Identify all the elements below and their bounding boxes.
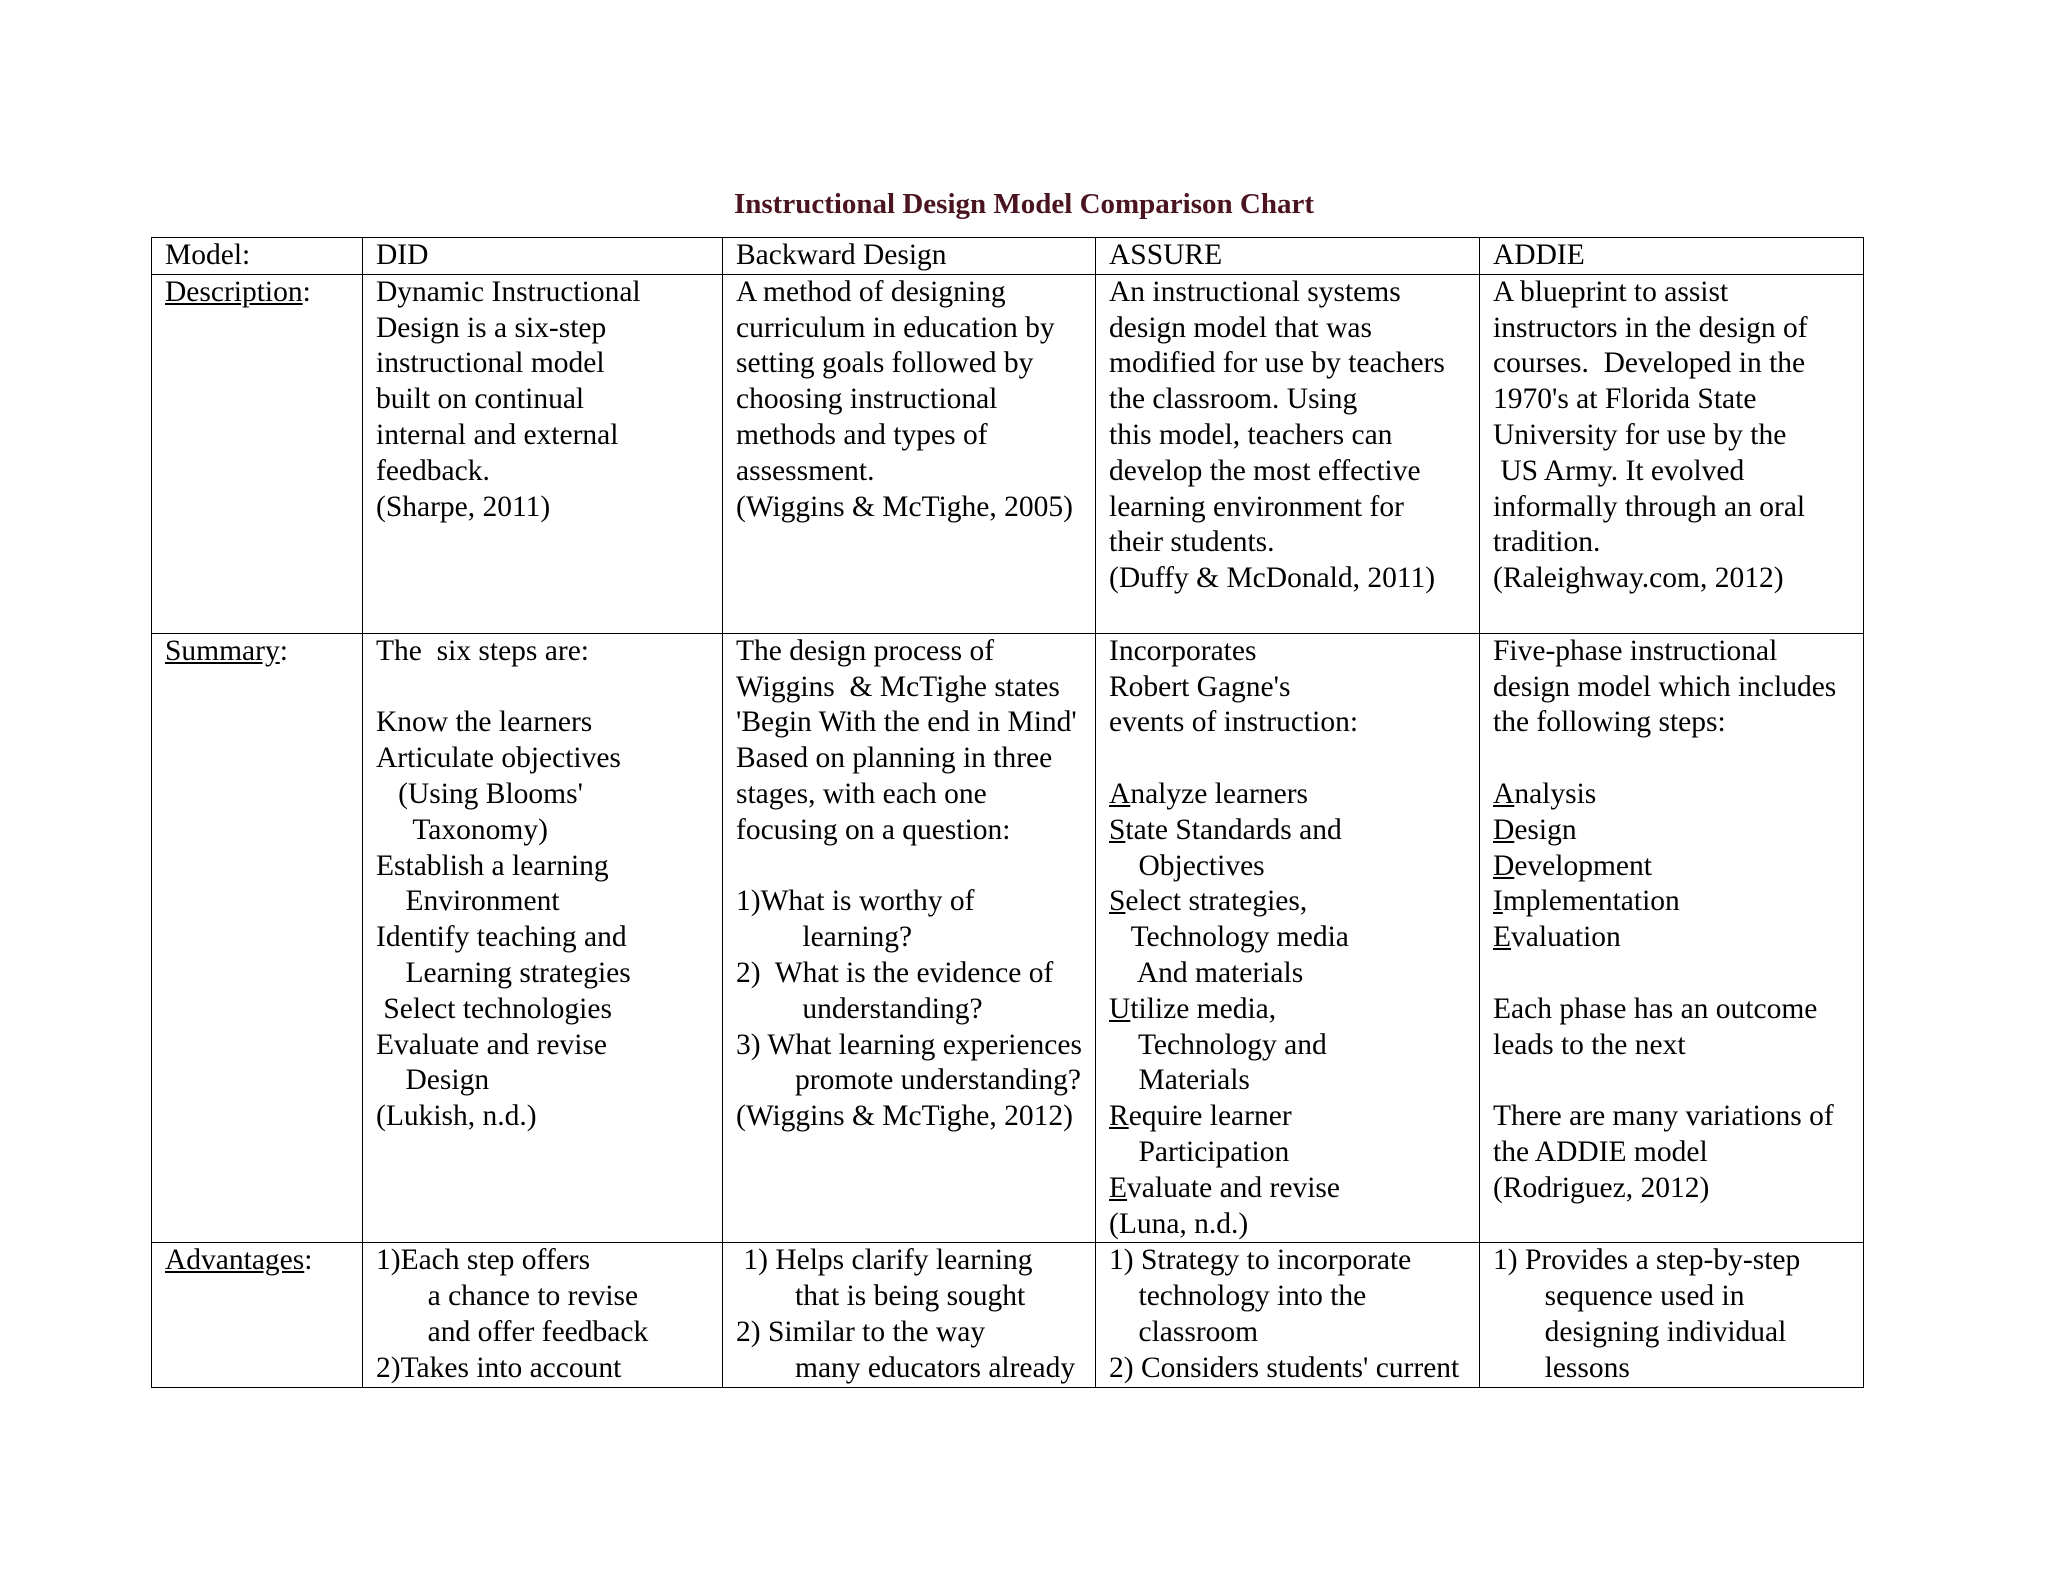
- acronym-letter: D: [1493, 849, 1515, 882]
- cell-line: Robert Gagne's: [1109, 670, 1291, 703]
- cell-line: [736, 849, 1095, 885]
- advantages-label-cell: [152, 1243, 363, 1387]
- cell-line: [376, 670, 722, 706]
- cell-line: classroom: [1109, 1315, 1259, 1348]
- cell-line: designing individual: [1493, 1315, 1787, 1348]
- cell-line: A method of designing: [736, 275, 1006, 308]
- advantages-row-label: Advantages:: [165, 1244, 313, 1277]
- cell-line: instructors in the design of: [1493, 311, 1808, 344]
- cell-line: An instructional systems: [1109, 275, 1401, 308]
- cell-line: Evaluation: [1493, 921, 1621, 954]
- description-label-cell: [152, 274, 363, 633]
- cell-line: methods and types of: [736, 418, 988, 451]
- advantages-row: [152, 1243, 1864, 1387]
- cell-line: (Using Blooms': [376, 777, 583, 810]
- cell-line: technology into the: [1109, 1280, 1367, 1313]
- cell-line: US Army. It evolved: [1493, 454, 1745, 487]
- cell-line: 1) Strategy to incorporate: [1109, 1244, 1412, 1277]
- cell-line: the following steps:: [1493, 706, 1726, 739]
- cell-line: tradition.: [1493, 526, 1601, 559]
- cell-line: design model which includes: [1493, 670, 1837, 703]
- cell-line: 1)Each step offers: [376, 1244, 591, 1277]
- model-name-backward-design: Backward Design: [736, 239, 947, 271]
- cell-line: develop the most effective: [1109, 454, 1421, 487]
- cell-line: [1493, 741, 1863, 777]
- advantages-cell-addie: [1480, 1243, 1864, 1387]
- cell-line: understanding?: [736, 992, 983, 1025]
- model-name-assure: ASSURE: [1109, 239, 1223, 271]
- cell-line: There are many variations of: [1493, 1100, 1834, 1133]
- cell-line: Dynamic Instructional: [376, 275, 641, 308]
- cell-line: setting goals followed by: [736, 347, 1034, 380]
- cell-line: built on continual: [376, 383, 585, 416]
- cell-line: 'Begin With the end in Mind': [736, 706, 1077, 739]
- acronym-letter: E: [1493, 921, 1512, 954]
- cell-line: 1)What is worthy of: [736, 885, 975, 918]
- model-label: Model:: [165, 239, 251, 271]
- cell-line: instructional model: [376, 347, 605, 380]
- cell-line: Analyze learners: [1109, 777, 1309, 810]
- cell-line: Incorporates: [1109, 634, 1257, 667]
- cell-line: (Wiggins & McTighe, 2012): [736, 1100, 1073, 1133]
- cell-line: 1) Provides a step-by-step: [1493, 1244, 1801, 1277]
- cell-line: Know the learners: [376, 706, 593, 739]
- cell-line: (Raleighway.com, 2012): [1493, 562, 1784, 595]
- description-cell-addie: [1480, 274, 1864, 633]
- acronym-letter: D: [1493, 813, 1515, 846]
- cell-line: promote understanding?: [736, 1064, 1081, 1097]
- cell-line: Technology and: [1109, 1028, 1327, 1061]
- acronym-letter: A: [1109, 777, 1131, 810]
- acronym-letter: A: [1493, 777, 1515, 810]
- description-cell-assure: [1096, 274, 1480, 633]
- cell-line: curriculum in education by: [736, 311, 1055, 344]
- cell-line: modified for use by teachers: [1109, 347, 1445, 380]
- cell-line: events of instruction:: [1109, 706, 1359, 739]
- cell-line: Identify teaching and: [376, 921, 627, 954]
- cell-line: this model, teachers can: [1109, 418, 1393, 451]
- model-name-cell: [363, 238, 723, 275]
- cell-line: Evaluate and revise: [1109, 1171, 1340, 1204]
- cell-line: Wiggins & McTighe states: [736, 670, 1060, 703]
- cell-line: courses. Developed in the: [1493, 347, 1806, 380]
- cell-line: State Standards and: [1109, 813, 1342, 846]
- summary-cell-did: [363, 633, 723, 1243]
- cell-line: informally through an oral: [1493, 490, 1806, 523]
- cell-line: Design is a six-step: [376, 311, 607, 344]
- cell-line: internal and external: [376, 418, 619, 451]
- cell-line: Implementation: [1493, 885, 1680, 918]
- cell-line: feedback.: [376, 454, 490, 487]
- cell-line: Participation: [1109, 1135, 1290, 1168]
- cell-line: Materials: [1109, 1064, 1250, 1097]
- cell-line: University for use by the: [1493, 418, 1787, 451]
- description-row-label: Description:: [165, 275, 311, 308]
- model-name-did: DID: [376, 239, 429, 271]
- acronym-letter: I: [1493, 885, 1503, 918]
- acronym-letter: R: [1109, 1100, 1129, 1133]
- model-name-cell: [1096, 238, 1480, 275]
- cell-line: the ADDIE model: [1493, 1135, 1708, 1168]
- cell-line: Five-phase instructional: [1493, 634, 1778, 667]
- cell-line: The design process of: [736, 634, 995, 667]
- summary-label-cell: [152, 633, 363, 1243]
- acronym-letter: U: [1109, 992, 1131, 1025]
- cell-line: design model that was: [1109, 311, 1372, 344]
- cell-line: the classroom. Using: [1109, 383, 1358, 416]
- cell-line: Taxonomy): [376, 813, 548, 846]
- summary-row: [152, 633, 1864, 1243]
- advantages-cell-backward-design: [723, 1243, 1096, 1387]
- cell-line: lessons: [1493, 1351, 1630, 1384]
- cell-line: choosing instructional: [736, 383, 998, 416]
- model-name-cell: [723, 238, 1096, 275]
- cell-line: stages, with each one: [736, 777, 987, 810]
- summary-row-label: Summary:: [165, 634, 288, 667]
- cell-line: The six steps are:: [376, 634, 589, 667]
- cell-line: [1493, 956, 1863, 992]
- description-row: [152, 274, 1864, 633]
- cell-line: their students.: [1109, 526, 1275, 559]
- cell-line: Development: [1493, 849, 1652, 882]
- cell-line: (Sharpe, 2011): [376, 490, 551, 523]
- cell-line: 2)Takes into account: [376, 1351, 622, 1384]
- model-name-cell: [1480, 238, 1864, 275]
- cell-line: (Wiggins & McTighe, 2005): [736, 490, 1073, 523]
- advantages-cell-did: [363, 1243, 723, 1387]
- comparison-table: [151, 237, 1864, 1388]
- cell-line: 3) What learning experiences: [736, 1028, 1082, 1061]
- cell-line: assessment.: [736, 454, 875, 487]
- page-title: Instructional Design Model Comparison Chart: [733, 188, 1314, 220]
- summary-cell-backward-design: [723, 633, 1096, 1243]
- acronym-letter: E: [1109, 1171, 1128, 1204]
- cell-line: Require learner: [1109, 1100, 1292, 1133]
- cell-line: many educators already: [736, 1351, 1076, 1384]
- summary-cell-assure: [1096, 633, 1480, 1243]
- advantages-cell-assure: [1096, 1243, 1480, 1387]
- model-header-row: [152, 238, 1864, 275]
- cell-line: focusing on a question:: [736, 813, 1011, 846]
- model-label-cell: [152, 238, 363, 275]
- cell-line: 1) Helps clarify learning: [736, 1244, 1033, 1277]
- cell-line: learning environment for: [1109, 490, 1404, 523]
- cell-line: 2) Considers students' current: [1109, 1351, 1460, 1384]
- cell-line: Technology media: [1109, 921, 1349, 954]
- cell-line: learning?: [736, 921, 913, 954]
- cell-line: Select strategies,: [1109, 885, 1308, 918]
- cell-line: A blueprint to assist: [1493, 275, 1729, 308]
- cell-line: Based on planning in three: [736, 742, 1053, 775]
- cell-line: And materials: [1109, 956, 1304, 989]
- cell-line: and offer feedback: [376, 1315, 649, 1348]
- summary-cell-addie: [1480, 633, 1864, 1243]
- cell-line: [1493, 1063, 1863, 1099]
- cell-line: (Luna, n.d.): [1109, 1207, 1249, 1240]
- cell-line: Objectives: [1109, 849, 1265, 882]
- cell-line: 1970's at Florida State: [1493, 383, 1757, 416]
- cell-line: (Rodriguez, 2012): [1493, 1171, 1710, 1204]
- cell-line: a chance to revise: [376, 1280, 639, 1313]
- model-name-addie: ADDIE: [1493, 239, 1585, 271]
- cell-line: that is being sought: [736, 1280, 1026, 1313]
- cell-line: sequence used in: [1493, 1280, 1745, 1313]
- cell-line: Design: [1493, 813, 1577, 846]
- cell-line: leads to the next: [1493, 1028, 1686, 1061]
- cell-line: Analysis: [1493, 777, 1597, 810]
- cell-line: Utilize media,: [1109, 992, 1277, 1025]
- cell-line: Articulate objectives: [376, 742, 621, 775]
- cell-line: (Lukish, n.d.): [376, 1100, 537, 1133]
- cell-line: Select technologies: [376, 992, 612, 1025]
- acronym-letter: S: [1109, 813, 1126, 846]
- cell-line: [1109, 741, 1479, 777]
- cell-line: Evaluate and revise: [376, 1028, 607, 1061]
- description-cell-backward-design: [723, 274, 1096, 633]
- cell-line: Each phase has an outcome: [1493, 992, 1818, 1025]
- cell-line: 2) Similar to the way: [736, 1315, 986, 1348]
- acronym-letter: S: [1109, 885, 1126, 918]
- cell-line: Learning strategies: [376, 956, 631, 989]
- cell-line: 2) What is the evidence of: [736, 956, 1054, 989]
- cell-line: Environment: [376, 885, 560, 918]
- cell-line: Design: [376, 1064, 490, 1097]
- cell-line: Establish a learning: [376, 849, 609, 882]
- cell-line: (Duffy & McDonald, 2011): [1109, 562, 1436, 595]
- description-cell-did: [363, 274, 723, 633]
